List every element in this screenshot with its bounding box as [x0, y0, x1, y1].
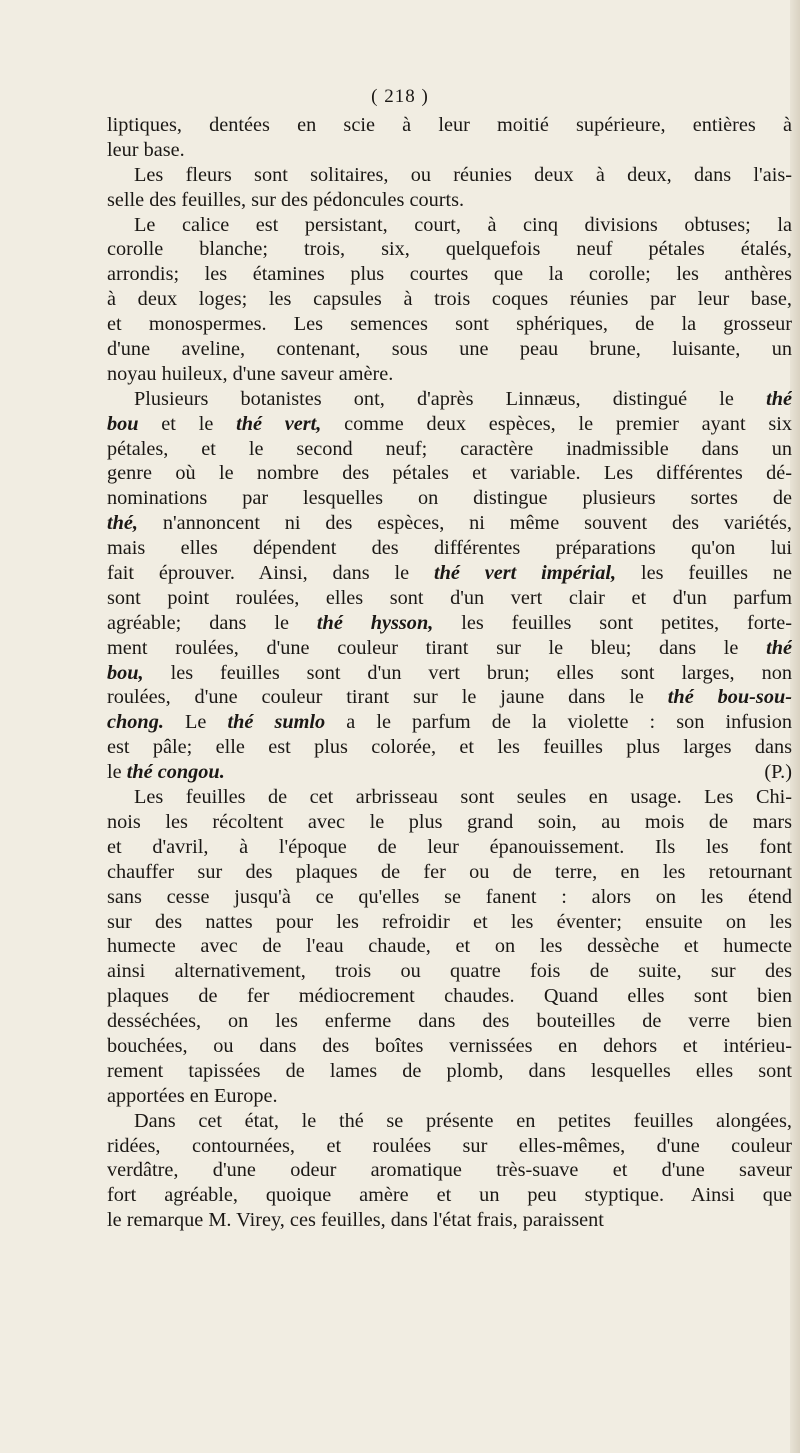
paragraph	[107, 163, 792, 213]
text-line	[107, 636, 792, 661]
text-run: rement tapissées de lames de plomb, dans lesquelles elles sont	[107, 1059, 792, 1082]
text-run: fort agréable, quoique amère et un peu styptique. Ainsi que	[107, 1184, 792, 1207]
text-line	[107, 1109, 792, 1134]
text-run: genre où le nombre des pétales et variable. Les différentes dé-	[107, 462, 792, 485]
text-line	[107, 561, 792, 586]
text-line	[107, 835, 792, 860]
text-run: est pâle; elle est plus colorée, et les feuilles plus larges dans	[107, 736, 792, 759]
text-run: noyau huileux, d'une saveur amère.	[107, 362, 394, 385]
italic-term: thé sumlo	[227, 711, 326, 734]
paragraph	[107, 113, 792, 163]
italic-term: thé	[766, 387, 792, 410]
text-line	[107, 1158, 792, 1183]
italic-term: thé bou-sou-	[667, 686, 792, 709]
text-line	[107, 387, 792, 412]
text-run: Le calice est persistant, court, à cinq divisions obtuses; la	[134, 213, 792, 236]
text-run: les feuilles sont d'un vert brun; elles sont larges, non	[143, 661, 792, 684]
text-line	[107, 312, 792, 337]
text-line	[107, 437, 792, 462]
text-line	[107, 934, 792, 959]
text-line	[107, 287, 792, 312]
text-line	[107, 1183, 792, 1208]
text-run: les feuilles ne	[616, 562, 792, 585]
text-run: ment roulées, d'une couleur tirant sur le bleu; dans le	[107, 636, 767, 659]
text-line	[107, 412, 792, 437]
text-run: comme deux espèces, le premier ayant six	[321, 412, 792, 435]
author-marker: (P.)	[764, 761, 792, 784]
italic-term: bou	[107, 412, 139, 435]
text-run: Le	[163, 711, 228, 734]
text-run: liptiques, dentées en scie à leur moitié supérieure, entières à	[107, 114, 792, 136]
text-line	[107, 685, 792, 710]
text-run: plaques de fer médiocrement chaudes. Quand elles sont bien	[107, 985, 792, 1008]
text-run: verdâtre, d'une odeur aromatique très-suave et d'une saveur	[107, 1159, 792, 1182]
italic-term: thé vert impérial,	[434, 562, 617, 585]
italic-term: thé vert,	[236, 412, 322, 435]
text-run: arrondis; les étamines plus courtes que la corolle; les anthères	[107, 263, 792, 286]
italic-term: thé congou.	[126, 761, 225, 784]
text-run: à deux loges; les capsules à trois coques réunies par leur base,	[107, 288, 792, 311]
text-run: bouchées, ou dans des boîtes vernissées en dehors et intérieu-	[107, 1034, 792, 1057]
paragraph	[107, 213, 792, 387]
text-line	[107, 486, 792, 511]
text-line	[107, 536, 792, 561]
text-line	[107, 810, 792, 835]
italic-term: thé	[766, 636, 792, 659]
text-line	[107, 785, 792, 810]
text-run: agréable; dans le	[107, 611, 317, 634]
italic-term: thé,	[107, 512, 138, 535]
text-run: fait éprouver. Ainsi, dans le	[107, 562, 435, 585]
text-line	[107, 1034, 792, 1059]
italic-term: chong.	[107, 711, 164, 734]
paragraph	[107, 387, 792, 785]
text-run: d'une aveline, contenant, sous une peau brune, luisante, un	[107, 338, 792, 361]
text-run: Les feuilles de cet arbrisseau sont seules en usage. Les Chi-	[134, 786, 792, 809]
text-line	[107, 984, 792, 1009]
text-line	[107, 1084, 792, 1109]
text-line	[107, 188, 792, 213]
paragraph	[107, 1109, 792, 1233]
text-line	[107, 113, 792, 138]
text-run: Plusieurs botanistes ont, d'après Linnæus, distingué le	[134, 387, 767, 410]
page-number: ( 218 )	[371, 86, 429, 107]
text-run: et monospermes. Les semences sont sphériques, de la grosseur	[107, 313, 792, 336]
text-run: leur base.	[107, 138, 185, 161]
text-run: sans cesse jusqu'à ce qu'elles se fanent : alors on les étend	[107, 885, 792, 908]
text-line	[107, 1208, 792, 1233]
text-run: selle des feuilles, sur des pédoncules courts.	[107, 188, 465, 211]
text-run: corolle blanche; trois, six, quelquefois neuf pétales étalés,	[107, 238, 792, 261]
text-line	[107, 760, 792, 785]
text-line	[107, 611, 792, 636]
text-line	[107, 337, 792, 362]
text-run: Les fleurs sont solitaires, ou réunies deux à deux, dans l'ais-	[134, 163, 792, 186]
text-line	[107, 362, 792, 387]
text-line	[107, 461, 792, 486]
text-run: pétales, et le second neuf; caractère inadmissible dans un	[107, 437, 792, 460]
text-line	[107, 1059, 792, 1084]
italic-term: thé hysson,	[316, 611, 434, 634]
text-line	[107, 910, 792, 935]
text-run: ridées, contournées, et roulées sur elles-mêmes, d'une couleur	[107, 1134, 792, 1157]
text-run: roulées, d'une couleur tirant sur le jaune dans le	[107, 686, 668, 709]
text-run: chauffer sur des plaques de fer ou de terre, en les retournant	[107, 860, 792, 883]
text-line	[107, 860, 792, 885]
text-run: les feuilles sont petites, forte-	[433, 611, 792, 634]
text-line	[107, 213, 792, 238]
text-run: sont point roulées, elles sont d'un vert clair et d'un parfum	[107, 586, 792, 609]
text-run: le	[107, 761, 127, 784]
text-run: nominations par lesquelles on distingue plusieurs sortes de	[107, 487, 792, 510]
text-line	[107, 163, 792, 188]
text-line	[107, 710, 792, 735]
body-text	[107, 113, 792, 1233]
text-run: humecte avec de l'eau chaude, et on les dessèche et humecte	[107, 935, 792, 958]
text-run: n'annoncent ni des espèces, ni même souvent des variétés,	[138, 512, 792, 535]
text-run: Dans cet état, le thé se présente en petites feuilles alongées,	[134, 1109, 792, 1132]
text-line	[107, 1134, 792, 1159]
paragraph	[107, 785, 792, 1109]
text-run: mais elles dépendent des différentes préparations qu'on lui	[107, 537, 792, 560]
text-run: et le	[138, 412, 237, 435]
text-line	[107, 586, 792, 611]
text-line	[107, 1009, 792, 1034]
text-run: apportées en Europe.	[107, 1084, 278, 1107]
text-run: le remarque M. Virey, ces feuilles, dans l'état frais, paraissent	[107, 1209, 604, 1232]
italic-term: bou,	[107, 661, 144, 684]
text-run: desséchées, on les enferme dans des bouteilles de verre bien	[107, 1010, 792, 1033]
text-line	[107, 138, 792, 163]
text-run: a le parfum de la violette : son infusion	[325, 711, 792, 734]
text-line	[107, 237, 792, 262]
text-run: sur des nattes pour les refroidir et les éventer; ensuite on les	[107, 910, 792, 933]
text-line	[107, 511, 792, 536]
text-line	[107, 885, 792, 910]
text-run: et d'avril, à l'époque de leur épanouissement. Ils les font	[107, 835, 792, 858]
text-line	[107, 262, 792, 287]
text-line	[107, 959, 792, 984]
text-line	[107, 735, 792, 760]
text-line	[107, 661, 792, 686]
text-run: nois les récoltent avec le plus grand soin, au mois de mars	[107, 810, 792, 833]
text-run: ainsi alternativement, trois ou quatre fois de suite, sur des	[107, 960, 792, 983]
